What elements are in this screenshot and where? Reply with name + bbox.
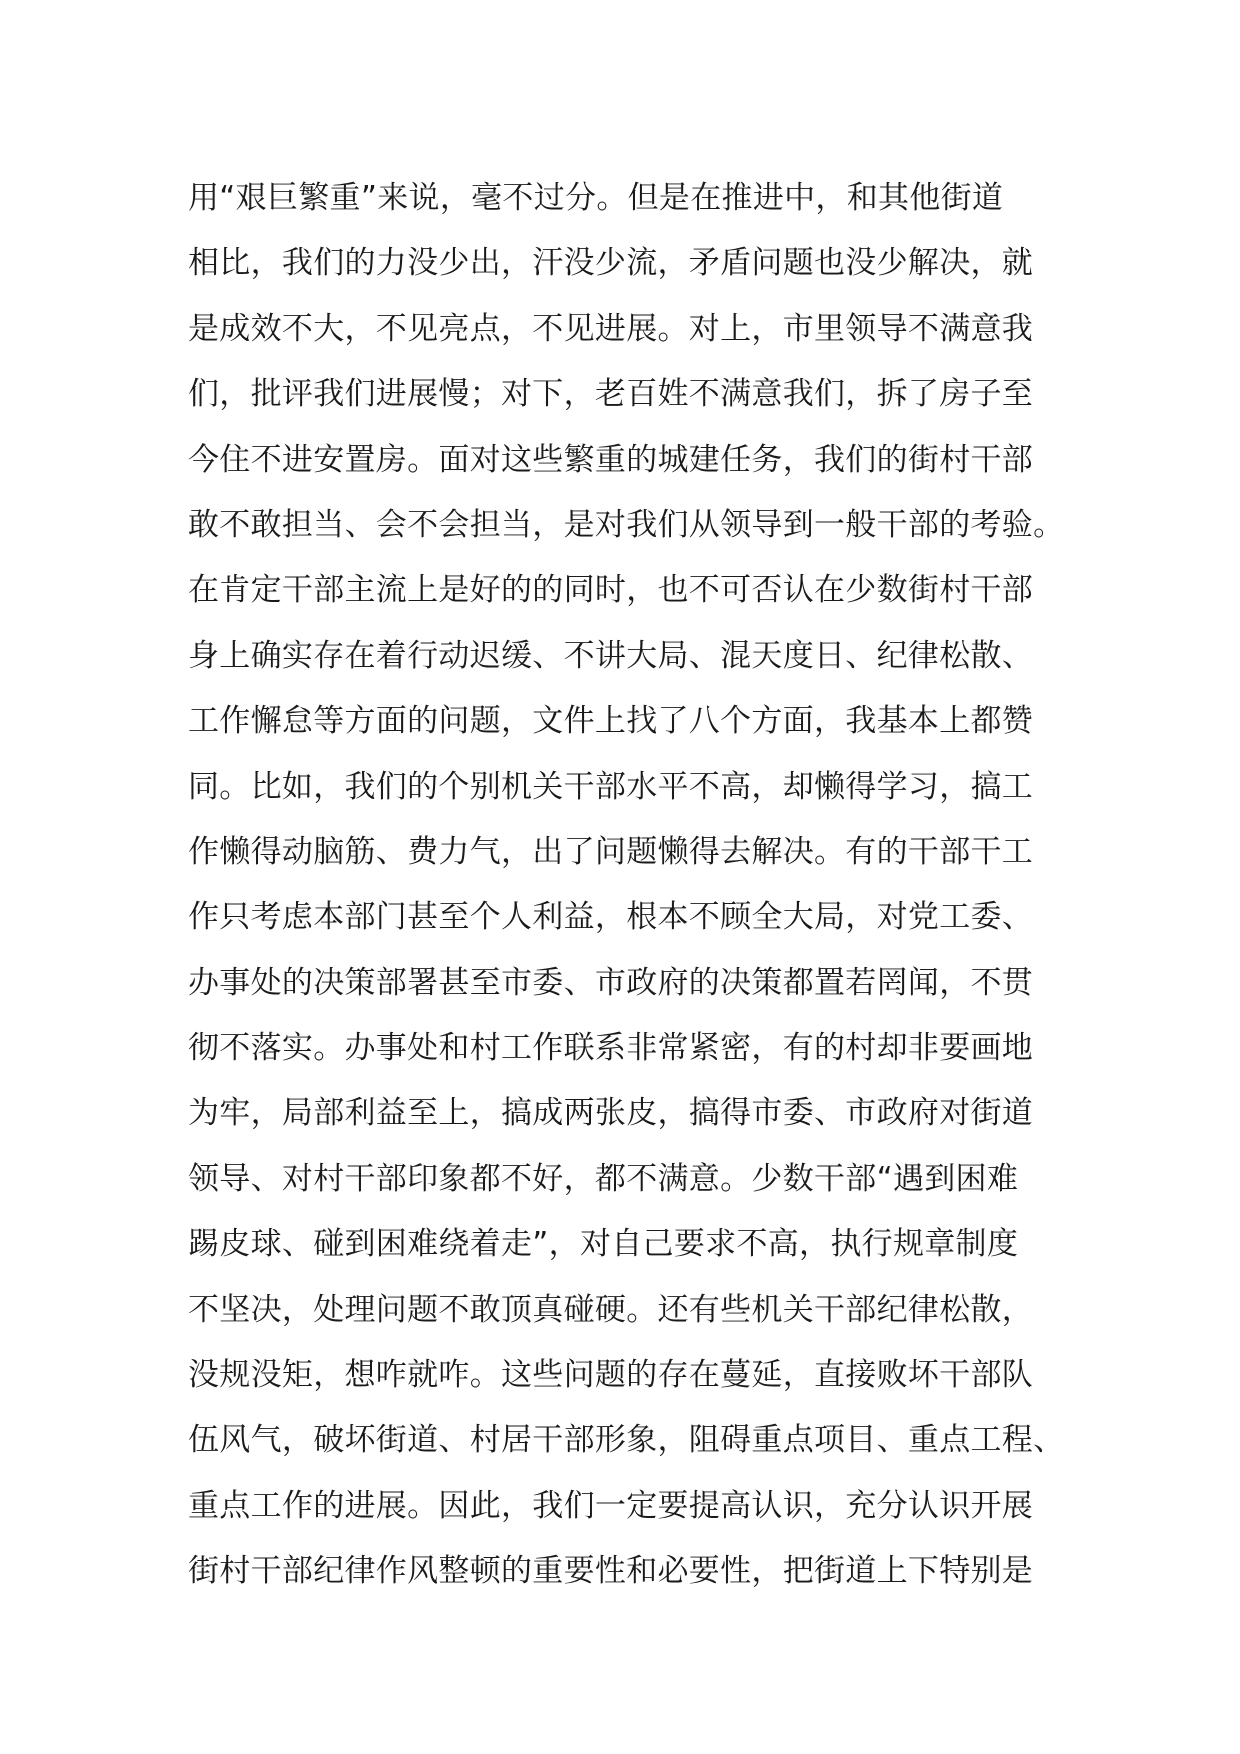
text-line: 是成效不大，不见亮点，不见进展。对上，市里领导不满意我 (188, 310, 1034, 347)
text-line: 办事处的决策部署甚至市委、市政府的决策都置若罔闻，不贯 (188, 964, 1034, 1001)
text-line: 相比，我们的力没少出，汗没少流，矛盾问题也没少解决，就 (188, 245, 1034, 282)
text-line: 街村干部纪律作风整顿的重要性和必要性，把街道上下特别是 (188, 1553, 1034, 1590)
text-line: 不坚决，处理问题不敢顶真碰硬。还有些机关干部纪律松散， (188, 1291, 1034, 1328)
text-line: 在肯定干部主流上是好的的同时，也不可否认在少数街村干部 (188, 572, 1034, 609)
text-line: 敢不敢担当、会不会担当，是对我们从领导到一般干部的考验。 (188, 506, 1065, 543)
text-line: 伍风气，破坏街道、村居干部形象，阻碍重点项目、重点工程、 (188, 1422, 1065, 1459)
text-line: 领导、对村干部印象都不好，都不满意。少数干部“遇到困难 (188, 1160, 1019, 1197)
body-paragraph (188, 166, 1188, 1605)
text-line: 踢皮球、碰到困难绕着走”，对自己要求不高，执行规章制度 (188, 1226, 1019, 1263)
text-line: 为牢，局部利益至上，搞成两张皮，搞得市委、市政府对街道 (188, 1095, 1034, 1132)
text-line: 们，批评我们进展慢；对下，老百姓不满意我们，拆了房子至 (188, 376, 1034, 413)
text-line: 同。比如，我们的个别机关干部水平不高，却懒得学习，搞工 (188, 768, 1034, 805)
text-line: 重点工作的进展。因此，我们一定要提高认识，充分认识开展 (188, 1487, 1034, 1524)
text-line: 身上确实存在着行动迟缓、不讲大局、混天度日、纪律松散、 (188, 637, 1034, 674)
text-line: 彻不落实。办事处和村工作联系非常紧密，有的村却非要画地 (188, 1030, 1034, 1067)
text-line: 没规没矩，想咋就咋。这些问题的存在蔓延，直接败坏干部队 (188, 1357, 1034, 1394)
text-line: 作懒得动脑筋、费力气，出了问题懒得去解决。有的干部干工 (188, 833, 1034, 870)
text-line: 今住不进安置房。面对这些繁重的城建任务，我们的街村干部 (188, 441, 1034, 478)
text-line: 工作懈怠等方面的问题，文件上找了八个方面，我基本上都赞 (188, 703, 1034, 740)
text-line: 用“艰巨繁重”来说，毫不过分。但是在推进中，和其他街道 (188, 180, 1004, 216)
text-line: 作只考虑本部门甚至个人利益，根本不顾全大局，对党工委、 (188, 899, 1034, 936)
